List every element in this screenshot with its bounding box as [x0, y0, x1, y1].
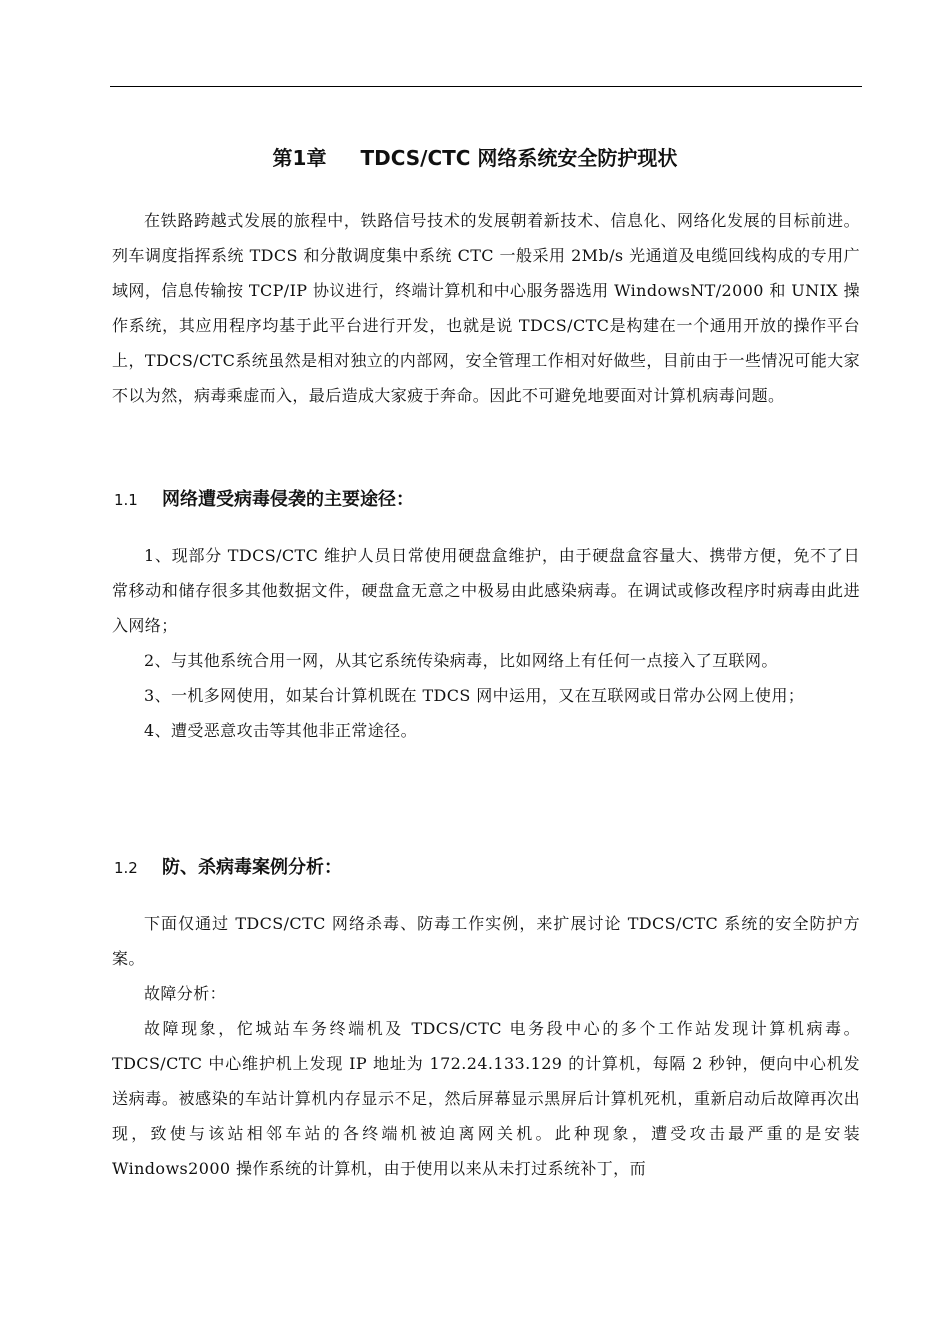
paragraph: 下面仅通过 TDCS/CTC 网络杀毒、防毒工作实例，来扩展讨论 TDCS/CTC 系统的安全防护方案。 [112, 914, 860, 968]
section-title: 网络遭受病毒侵袭的主要途径： [162, 489, 414, 510]
list-item: 1、现部分 TDCS/CTC 维护人员日常使用硬盘盒维护，由于硬盘盒容量大、携带方便，免不了日常移动和储存很多其他数据文件，硬盘盒无意之中极易由此感染病毒。在调试或修改程序时病毒由此进入网络； [112, 546, 860, 635]
chapter-title [0, 140, 950, 176]
section-heading-1-2 [114, 852, 342, 884]
intro-block [112, 203, 860, 413]
section-heading-1-1 [114, 484, 414, 516]
section-title: 防、杀病毒案例分析： [162, 857, 342, 878]
chapter-title-text: TDCS/CTC 网络系统安全防护现状 [360, 146, 678, 170]
intro-paragraph: 在铁路跨越式发展的旅程中，铁路信号技术的发展朝着新技术、信息化、网络化发展的目标前进。列车调度指挥系统 TDCS 和分散调度集中系统 CTC 一般采用 2Mb/s 光通道及电缆回线构成的专用广域网，信息传输按 TCP/IP 协议进行，终端计算机和中心服务器选用 WindowsNT/2000 和 UNIX 操作系统，其应用程序均基于此平台进行开发，也就是说 TDCS/CTC是构建在一个通用开放的操作平台上，TDCS/CTC系统虽然是相对独立的内部网，安全管理工作相对好做些，目前由于一些情况可能大家不以为然，病毒乘虚而入，最后造成大家疲于奔命。因此不可避免地要面对计算机病毒问题。 [112, 211, 860, 405]
list-item: 2、与其他系统合用一网，从其它系统传染病毒，比如网络上有任何一点接入了互联网。 [144, 651, 778, 670]
section-number: 1.1 [114, 491, 138, 509]
section-number: 1.2 [114, 859, 138, 877]
paragraph: 故障分析： [144, 984, 227, 1003]
chapter-number: 第1章 [272, 146, 327, 170]
list-item: 3、一机多网使用，如某台计算机既在 TDCS 网中运用，又在互联网或日常办公网上使用； [144, 686, 805, 705]
list-item: 4、遭受恶意攻击等其他非正常途径。 [144, 721, 417, 740]
header-rule [110, 86, 862, 87]
paragraph: 故障现象，佗城站车务终端机及 TDCS/CTC 电务段中心的多个工作站发现计算机病毒。TDCS/CTC 中心维护机上发现 IP 地址为 172.24.133.129 的计算机，每隔 2 秒钟，便向中心机发送病毒。被感染的车站计算机内存显示不足，然后屏幕显示黑屏后计算机死机，重新启动后故障再次出现，致使与该站相邻车站的各终端机被迫离网关机。此种现象，遭受攻击最严重的是安装 Windows2000 操作系统的计算机，由于使用以来从未打过系统补丁，而 [112, 1019, 860, 1178]
section-1-2-body [112, 906, 860, 1186]
section-1-1-body [112, 538, 860, 748]
